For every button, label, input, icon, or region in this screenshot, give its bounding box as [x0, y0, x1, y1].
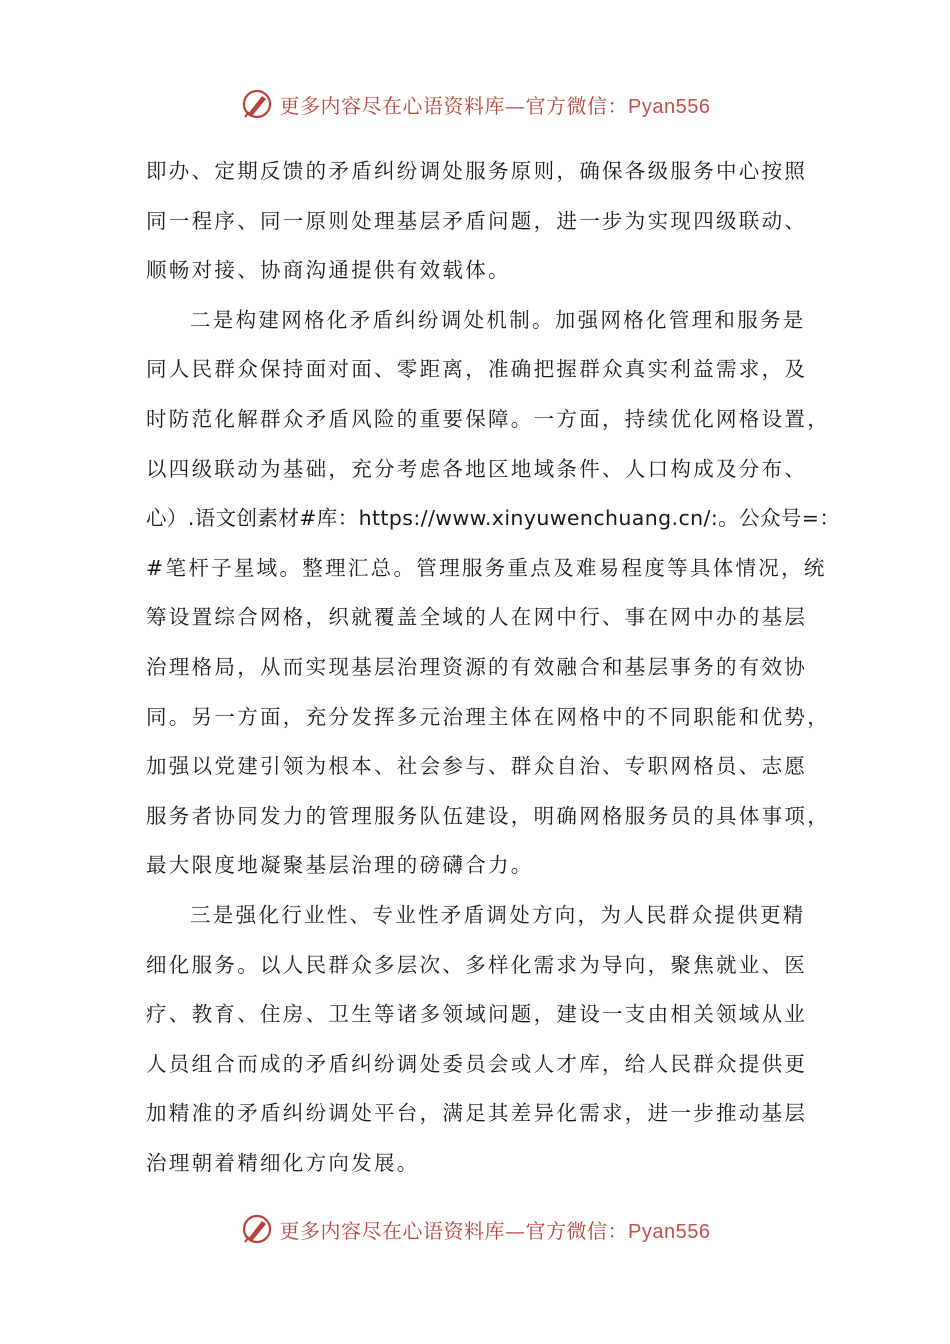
- text-line: 最大限度地凝聚基层治理的磅礴合力。: [146, 853, 534, 878]
- text-line: 时防范化解群众矛盾风险的重要保障。一方面，持续优化网格设置，: [146, 406, 830, 431]
- banner-text: [280, 90, 711, 119]
- text-line: 即办、定期反馈的矛盾纠纷调处服务原则，确保各级服务中心按照: [146, 159, 808, 183]
- text-line: 同一程序、同一原则处理基层矛盾问题，进一步为实现四级联动、: [146, 208, 808, 233]
- banner-wechat-id: Pyan556: [628, 1220, 711, 1243]
- text-line: 二是构建网格化矛盾纠纷调处机制。加强网格化管理和服务是: [190, 307, 806, 332]
- paragraph: [146, 147, 811, 296]
- text-line: 筹设置综合网格，织就覆盖全域的人在网中行、事在网中办的基层: [146, 605, 808, 630]
- paragraph: [146, 891, 811, 1189]
- text-line: 加精准的矛盾纠纷调处平台，满足其差异化需求，进一步推动基层: [146, 1101, 808, 1126]
- text-line: 人员组合而成的矛盾纠纷调处委员会或人才库，给人民群众提供更: [146, 1051, 808, 1076]
- pen-logo-icon: [240, 87, 274, 121]
- document-body: [146, 147, 841, 1188]
- text-line: 以四级联动为基础，充分考虑各地区地域条件、人口构成及分布、: [146, 456, 808, 481]
- text-line: 服务者协同发力的管理服务队伍建设，明确网格服务员的具体事项，: [146, 803, 830, 828]
- banner-label: 更多内容尽在心语资料库—官方微信：: [279, 93, 629, 118]
- text-line: 治理格局，从而实现基层治理资源的有效融合和基层事务的有效协: [146, 654, 808, 679]
- paragraph: [146, 296, 841, 891]
- banner-wechat-id: Pyan556: [628, 95, 711, 118]
- text-line: 治理朝着精细化方向发展。: [146, 1150, 420, 1175]
- text-line: 加强以党建引领为根本、社会参与、群众自治、专职网格员、志愿: [146, 754, 808, 779]
- text-line: 心）.语文创素材#库：https://www.xinyuwenchuang.cn/:。公众号=：: [146, 506, 841, 531]
- text-line: 顺畅对接、协商沟通提供有效载体。: [146, 258, 511, 283]
- header-banner: [0, 84, 950, 124]
- text-line: 同人民群众保持面对面、零距离，准确把握群众真实利益需求，及: [146, 357, 808, 382]
- text-line: 同。另一方面，充分发挥多元治理主体在网格中的不同职能和优势，: [146, 704, 830, 729]
- text-line: #笔杆子星域。整理汇总。管理服务重点及难易程度等具体情况，统: [146, 555, 827, 580]
- text-line: 细化服务。以人民群众多层次、多样化需求为导向，聚焦就业、医: [146, 952, 808, 977]
- pen-logo-icon: [240, 1212, 274, 1246]
- banner-text: [280, 1215, 711, 1244]
- banner-label: 更多内容尽在心语资料库—官方微信：: [279, 1218, 629, 1243]
- text-line: 疗、教育、住房、卫生等诸多领域问题，建设一支由相关领域从业: [146, 1002, 808, 1027]
- text-line: 三是强化行业性、专业性矛盾调处方向，为人民群众提供更精: [190, 902, 806, 927]
- footer-banner: [0, 1209, 950, 1249]
